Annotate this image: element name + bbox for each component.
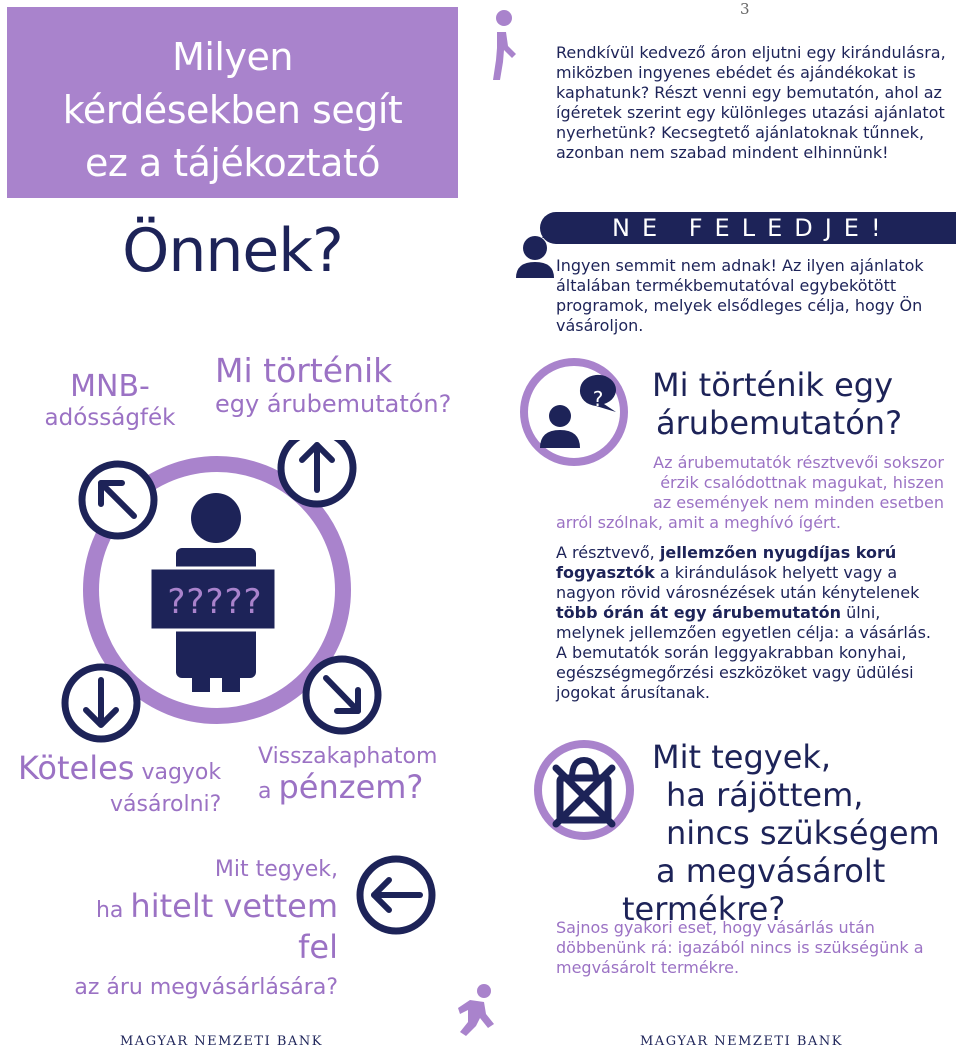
running-person-icon [456,984,496,1038]
header-title-line-1: Milyen [172,35,293,79]
footer-mnb-right: MAGYAR NEMZETI BANK [640,1034,843,1049]
mit-tegyek-left-line-1: Mit tegyek, [214,857,338,882]
mit-tegyek-right-line-3: nincs szükségem [666,814,940,852]
para3-line-1: Az árubemutatók résztvevői sokszor [653,453,944,472]
mnb-label-line-1: MNB- [70,369,150,404]
para4-text-3: ülni, melynek jellemzően egyetlen célja: a vásárlás. A bemutatók során leggyakrabban konyhai, egészségmegőrzési eszközöket vagy üdülési jogokat árusítanak. [556,603,932,702]
header-box [7,7,458,198]
question-marks-sign: ????? [167,582,263,622]
visszakap-big: pénzem? [278,768,424,806]
mit-tegyek-heading [622,738,940,928]
mi-tortenik-right-line-1: Mi történik egy [652,366,893,404]
svg-text:?: ? [592,387,604,411]
mit-tegyek-left-line-3: az áru megvásárlására? [74,975,338,1000]
visszakaphatom-topic[interactable] [258,742,437,807]
mit-tegyek-right-line-5: termékre? [622,890,786,928]
resztvevo-paragraph [556,543,946,703]
ne-feledje-paragraph: Ingyen semmit nem adnak! Az ilyen ajánlatok általában termékbemutatóval egybekötött programok, melyek elsődleges célja, hogy Ön vásároljon. [556,256,924,335]
onnek-heading: Önnek? [122,216,343,286]
mnb-adossagfek-label[interactable] [40,370,180,432]
mit-tegyek-left-big: hitelt vettem fel [130,887,338,966]
para3-line-3: az események nem minden esetben [652,493,944,512]
para4-text-1: A résztvevő, [556,543,660,562]
speaking-person-icon [512,218,558,280]
header-title-line-3: ez a tájékoztató [84,141,381,185]
walking-person-icon [488,8,520,84]
koteles-vagyok-topic[interactable] [18,749,222,821]
arubemutato-paragraph [556,453,944,533]
visszakap-line-1: Visszakaphatom [258,744,438,769]
para3-line-2: érzik csalódottnak magukat, hiszen [660,473,944,492]
mi-tortenik-line-1: Mi történik [215,351,393,390]
ne-feledje-banner: NE FELEDJE! [540,212,956,244]
koteles-big: Köteles [18,749,135,787]
mi-tortenik-heading [652,366,902,442]
header-title-line-2: kérdésekben segít [62,88,403,132]
mit-tegyek-right-line-4: a megvásárolt [656,852,886,890]
para4-bold-1: jellemzően nyugdíjas korú fogyasztók [556,543,897,582]
visszakap-a: a [258,779,279,804]
mit-tegyek-left-ha: ha [95,898,131,923]
koteles-rest: vagyok [134,760,222,785]
page-number: 3 [740,0,750,18]
mnb-label-line-2: adósságfék [44,405,176,431]
arrow-left-circle-icon [360,859,432,931]
mit-tegyek-right-line-2: ha rájöttem, [666,776,864,814]
mit-tegyek-right-line-1: Mit tegyek, [652,738,832,776]
intro-paragraph: Rendkívül kedvező áron eljutni egy kirándulásra, miközben ingyenes ebédet és ajándékokat is kaphatunk? Részt venni egy bemutatón, ahol az ígéretek szerint egy különleges utazási ajánlatot nyerhetünk? Kecsegtető ajánlatoknak tűnnek, azonban nem szabad mindent elhinnünk! [556,43,946,162]
para3-line-4: arról szólnak, amit a meghívó ígért. [556,513,841,532]
crossed-shopping-bag-icon [534,738,634,842]
arrow-up-circle-icon [281,440,353,504]
arrow-up-left-circle-icon [82,464,154,536]
para4-bold-2: több órán át egy árubemutatón [556,603,841,622]
hitel-topic[interactable] [48,852,338,1006]
koteles-line-2: vásárolni? [110,792,222,817]
mi-tortenik-topic[interactable] [215,352,451,418]
mi-tortenik-right-line-2: árubemutatón? [656,404,903,442]
mi-tortenik-line-2: egy árubemutatón? [215,390,452,418]
sajnos-paragraph: Sajnos gyakori eset, hogy vásárlás után döbbenünk rá: igazából nincs is szükségünk a megvásárolt termékre. [556,918,924,977]
arrow-down-right-circle-icon [306,659,378,731]
footer-mnb-left: MAGYAR NEMZETI BANK [120,1034,323,1049]
question-person-icon [518,356,630,468]
para4-text-2: a kirándulások helyett vagy a nagyon rövid városnézések után kénytelenek [556,563,920,602]
arrow-down-circle-icon [65,667,137,739]
